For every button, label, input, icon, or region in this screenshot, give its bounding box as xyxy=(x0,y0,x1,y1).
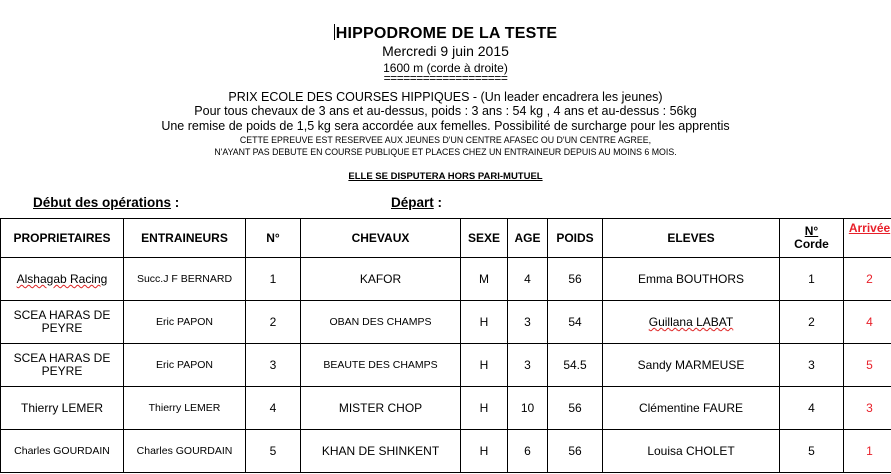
proprietaire-text: Alshagab Racing xyxy=(16,272,108,286)
cell-poids: 54 xyxy=(548,301,603,344)
col-numero: N° xyxy=(246,219,301,258)
cell-poids: 54.5 xyxy=(548,344,603,387)
col-arrivee-label: Arrivée xyxy=(848,221,891,235)
text-cursor xyxy=(334,24,335,40)
cell-numero: 3 xyxy=(246,344,301,387)
hors-pari-notice: ELLE SE DISPUTERA HORS PARI-MUTUEL xyxy=(348,171,543,182)
cell-cheval: KAFOR xyxy=(301,258,461,301)
race-name: PRIX ECOLE DES COURSES HIPPIQUES - (Un leader encadrera les jeunes) xyxy=(228,90,663,104)
cell-proprietaire: SCEA HARAS DE PEYRE xyxy=(1,344,124,387)
race-date: Mercredi 9 juin 2015 xyxy=(382,43,509,59)
cell-sexe: H xyxy=(461,344,508,387)
cell-proprietaire xyxy=(1,258,124,301)
col-entraineurs: ENTRAINEURS xyxy=(124,219,246,258)
table-row xyxy=(1,387,891,430)
cell-proprietaire: Charles GOURDAIN xyxy=(1,430,124,473)
col-corde-label: Corde xyxy=(794,237,829,251)
cell-age: 6 xyxy=(508,430,548,473)
cell-corde: 5 xyxy=(780,430,844,473)
cell-cheval: OBAN DES CHAMPS xyxy=(301,301,461,344)
cell-proprietaire: Thierry LEMER xyxy=(1,387,124,430)
cell-entraineur: Eric PAPON xyxy=(124,301,246,344)
cell-age: 4 xyxy=(508,258,548,301)
race-conditions-2: Une remise de poids de 1,5 kg sera accordée aux femelles. Possibilité de surcharge pour les apprentis xyxy=(161,119,730,133)
cell-sexe: H xyxy=(461,430,508,473)
cell-cheval: BEAUTE DES CHAMPS xyxy=(301,344,461,387)
cell-age: 3 xyxy=(508,301,548,344)
cell-entraineur: Charles GOURDAIN xyxy=(124,430,246,473)
page-title xyxy=(0,24,891,43)
cell-eleve xyxy=(603,301,780,344)
cell-corde: 1 xyxy=(780,258,844,301)
cell-numero: 5 xyxy=(246,430,301,473)
cell-age: 10 xyxy=(508,387,548,430)
cell-poids: 56 xyxy=(548,430,603,473)
col-age: AGE xyxy=(508,219,548,258)
cell-entraineur: Eric PAPON xyxy=(124,344,246,387)
cell-poids: 56 xyxy=(548,387,603,430)
col-sexe: SEXE xyxy=(461,219,508,258)
cell-eleve: Sandy MARMEUSE xyxy=(603,344,780,387)
col-arrivee xyxy=(844,219,891,258)
title-text: HIPPODROME DE LA TESTE xyxy=(335,25,558,42)
table-row xyxy=(1,301,891,344)
col-eleves: ELEVES xyxy=(603,219,780,258)
col-poids: POIDS xyxy=(548,219,603,258)
cell-cheval: MISTER CHOP xyxy=(301,387,461,430)
col-chevaux: CHEVAUX xyxy=(301,219,461,258)
depart-label: Départ xyxy=(391,195,434,210)
table-header-row xyxy=(1,219,891,258)
debut-operations xyxy=(33,195,179,210)
cell-age: 3 xyxy=(508,344,548,387)
cell-poids: 56 xyxy=(548,258,603,301)
cell-proprietaire: SCEA HARAS DE PEYRE xyxy=(1,301,124,344)
race-notice-2: N'AYANT PAS DEBUTE EN COURSE PUBLIQUE ET PLACES CHEZ UN ENTRAINEUR DEPUIS AU MOINS 6 MOIS. xyxy=(214,147,677,157)
table-row xyxy=(1,344,891,387)
depart-suffix: : xyxy=(433,195,443,210)
cell-eleve: Clémentine FAURE xyxy=(603,387,780,430)
eleve-text: Guillana LABAT xyxy=(648,315,734,329)
race-distance: 1600 m (corde à droite) xyxy=(383,61,508,75)
runners-table xyxy=(0,218,891,473)
cell-corde: 4 xyxy=(780,387,844,430)
cell-arrivee: 5 xyxy=(844,344,891,387)
cell-eleve: Emma BOUTHORS xyxy=(603,258,780,301)
col-corde-number: N° xyxy=(804,224,819,238)
cell-entraineur: Thierry LEMER xyxy=(124,387,246,430)
cell-numero: 2 xyxy=(246,301,301,344)
cell-sexe: M xyxy=(461,258,508,301)
col-proprietaires: PROPRIETAIRES xyxy=(1,219,124,258)
cell-sexe: H xyxy=(461,387,508,430)
cell-arrivee: 1 xyxy=(844,430,891,473)
separator-line: =================== xyxy=(383,71,508,85)
cell-entraineur: Succ.J F BERNARD xyxy=(124,258,246,301)
cell-corde: 3 xyxy=(780,344,844,387)
cell-arrivee: 3 xyxy=(844,387,891,430)
race-notice-1: CETTE EPREUVE EST RESERVEE AUX JEUNES D'UN CENTRE AFASEC OU D'UN CENTRE AGREE, xyxy=(239,135,652,145)
table-row xyxy=(1,258,891,301)
debut-suffix: : xyxy=(171,195,180,210)
col-corde xyxy=(780,219,844,258)
cell-numero: 1 xyxy=(246,258,301,301)
debut-label: Début des opérations xyxy=(33,195,172,210)
cell-cheval: KHAN DE SHINKENT xyxy=(301,430,461,473)
depart xyxy=(391,195,442,210)
table-row xyxy=(1,430,891,473)
cell-arrivee: 4 xyxy=(844,301,891,344)
cell-arrivee: 2 xyxy=(844,258,891,301)
cell-sexe: H xyxy=(461,301,508,344)
cell-corde: 2 xyxy=(780,301,844,344)
cell-eleve: Louisa CHOLET xyxy=(603,430,780,473)
race-conditions-1: Pour tous chevaux de 3 ans et au-dessus, poids : 3 ans : 54 kg , 4 ans et au-dessus : 56kg xyxy=(194,104,697,118)
cell-numero: 4 xyxy=(246,387,301,430)
